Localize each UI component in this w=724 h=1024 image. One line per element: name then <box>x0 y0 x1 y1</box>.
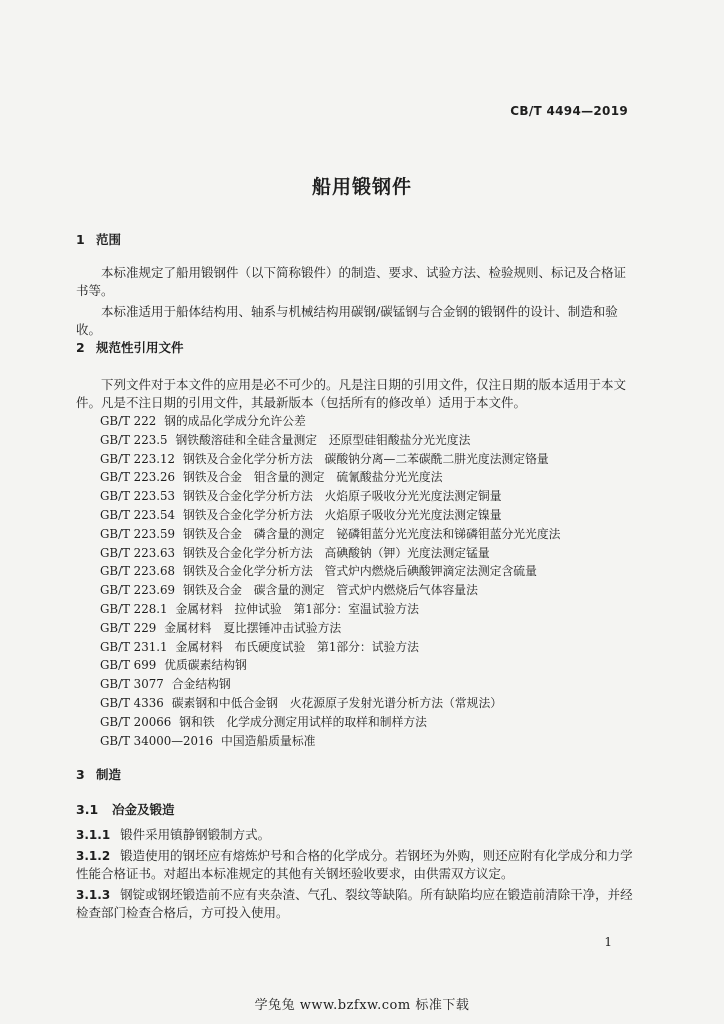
reference-item <box>100 431 640 450</box>
clause-3-1-3 <box>76 886 636 922</box>
clause-3-1-2 <box>76 847 636 883</box>
clause-text: 钢锭或钢坯锻造前不应有夹杂渣、气孔、裂纹等缺陷。所有缺陷均应在锻造前清除干净，并经检查部门检查合格后，方可投入使用。 <box>76 887 633 920</box>
standard-code: CB/T 4494—2019 <box>510 104 628 118</box>
reference-code: GB/T 223.26 <box>100 470 175 485</box>
reference-title: 钢铁及合金 钼含量的测定 硫氰酸盐分光光度法 <box>182 470 443 485</box>
section-3-heading <box>76 765 121 783</box>
section-2-heading <box>76 338 184 356</box>
reference-code: GB/T 20066 <box>100 714 172 729</box>
clause-text: 锻造使用的钢坯应有熔炼炉号和合格的化学成分。若钢坯为外购，则还应附有化学成分和力学性能合格证书。对超出本标准规定的其他有关钢坯验收要求，由供需双方议定。 <box>76 848 633 881</box>
reference-title: 金属材料 夏比摆锤冲击试验方法 <box>164 620 342 635</box>
scope-paragraph-1: 本标准规定了船用锻钢件（以下简称锻件）的制造、要求、试验方法、检验规则、标记及合格证书等。 <box>76 265 627 298</box>
reference-title: 钢铁及合金化学分析方法 火焰原子吸收分光光度法测定铜量 <box>182 489 502 504</box>
footer-watermark: 学兔兔 www.bzfxw.com 标准下载 <box>254 998 470 1013</box>
section-title: 范围 <box>96 232 122 247</box>
reference-code: GB/T 231.1 <box>100 639 168 654</box>
reference-title: 钢铁及合金 碳含量的测定 管式炉内燃烧后气体容量法 <box>182 583 478 598</box>
reference-code: GB/T 223.68 <box>100 564 175 579</box>
section-title: 规范性引用文件 <box>96 340 184 355</box>
section-number: 2 <box>76 340 85 355</box>
reference-code: GB/T 4336 <box>100 695 164 710</box>
reference-code: GB/T 223.59 <box>100 526 175 541</box>
reference-title: 钢铁及合金 磷含量的测定 铋磷钼蓝分光光度法和锑磷钼蓝分光光度法 <box>182 526 561 541</box>
reference-item <box>100 694 640 713</box>
reference-code: GB/T 3077 <box>100 677 164 692</box>
clause-number: 3.1.1 <box>76 828 111 842</box>
reference-title: 优质碳素结构钢 <box>164 658 247 673</box>
clause-text: 锻件采用镇静钢锻制方式。 <box>120 827 271 842</box>
reference-title: 合金结构钢 <box>171 677 231 692</box>
reference-title: 钢铁及合金化学分析方法 火焰原子吸收分光光度法测定镍量 <box>182 507 502 522</box>
reference-item <box>100 506 640 525</box>
reference-item <box>100 713 640 732</box>
subsection-3-1-heading <box>76 800 175 818</box>
reference-item <box>100 638 640 657</box>
reference-item <box>100 487 640 506</box>
references-intro: 下列文件对于本文件的应用是必不可少的。凡是注日期的引用文件，仅注日期的版本适用于本文件。凡是不注日期的引用文件，其最新版本（包括所有的修改单）适用于本文件。 <box>76 377 627 410</box>
reference-title: 钢和铁 化学成分测定用试样的取样和制样方法 <box>179 714 427 729</box>
section-title: 制造 <box>96 767 122 782</box>
section-1-heading <box>76 230 121 248</box>
reference-list <box>100 412 640 750</box>
reference-code: GB/T 699 <box>100 658 157 673</box>
document-title: 船用锻钢件 <box>311 176 412 198</box>
clause-number: 3.1.3 <box>76 888 111 902</box>
reference-item <box>100 450 640 469</box>
reference-code: GB/T 223.53 <box>100 489 175 504</box>
subsection-title: 冶金及锻造 <box>112 802 175 817</box>
reference-code: GB/T 223.12 <box>100 451 175 466</box>
reference-item <box>100 562 640 581</box>
reference-item <box>100 732 640 751</box>
reference-title: 钢的成品化学成分允许公差 <box>164 414 306 428</box>
reference-item <box>100 600 640 619</box>
reference-code: GB/T 229 <box>100 620 157 635</box>
reference-item <box>100 412 640 431</box>
reference-item <box>100 525 640 544</box>
reference-code: GB/T 223.69 <box>100 583 175 598</box>
reference-code: GB/T 223.63 <box>100 545 175 560</box>
reference-title: 中国造船质量标准 <box>221 733 316 748</box>
reference-title: 钢铁酸溶硅和全硅含量测定 还原型硅钼酸盐分光光度法 <box>175 432 471 447</box>
reference-code: GB/T 34000—2016 <box>100 733 214 748</box>
reference-title: 钢铁及合金化学分析方法 碳酸钠分离—二苯碳酰二肼光度法测定铬量 <box>182 451 549 466</box>
reference-code: GB/T 228.1 <box>100 601 168 616</box>
reference-title: 金属材料 布氏硬度试验 第1部分：试验方法 <box>175 639 419 654</box>
page-number: 1 <box>604 935 612 949</box>
scope-paragraph-2: 本标准适用于船体结构用、轴系与机械结构用碳钢/碳锰钢与合金钢的锻钢件的设计、制造和验收。 <box>76 304 618 337</box>
subsection-number: 3.1 <box>76 802 99 817</box>
reference-title: 钢铁及合金化学分析方法 高碘酸钠（钾）光度法测定锰量 <box>182 545 490 560</box>
reference-item <box>100 468 640 487</box>
section-number: 3 <box>76 767 85 782</box>
reference-title: 钢铁及合金化学分析方法 管式炉内燃烧后碘酸钾滴定法测定含硫量 <box>182 564 537 579</box>
reference-code: GB/T 223.54 <box>100 507 175 522</box>
reference-item <box>100 675 640 694</box>
reference-item <box>100 581 640 600</box>
reference-item <box>100 544 640 563</box>
section-number: 1 <box>76 232 85 247</box>
reference-title: 金属材料 拉伸试验 第1部分：室温试验方法 <box>175 601 419 616</box>
clause-3-1-1 <box>76 826 636 844</box>
reference-title: 碳素钢和中低合金钢 火花源原子发射光谱分析方法（常规法） <box>171 695 503 710</box>
reference-item <box>100 656 640 675</box>
clause-number: 3.1.2 <box>76 849 111 863</box>
reference-item <box>100 619 640 638</box>
reference-code: GB/T 223.5 <box>100 432 168 447</box>
reference-code: GB/T 222 <box>100 414 157 428</box>
